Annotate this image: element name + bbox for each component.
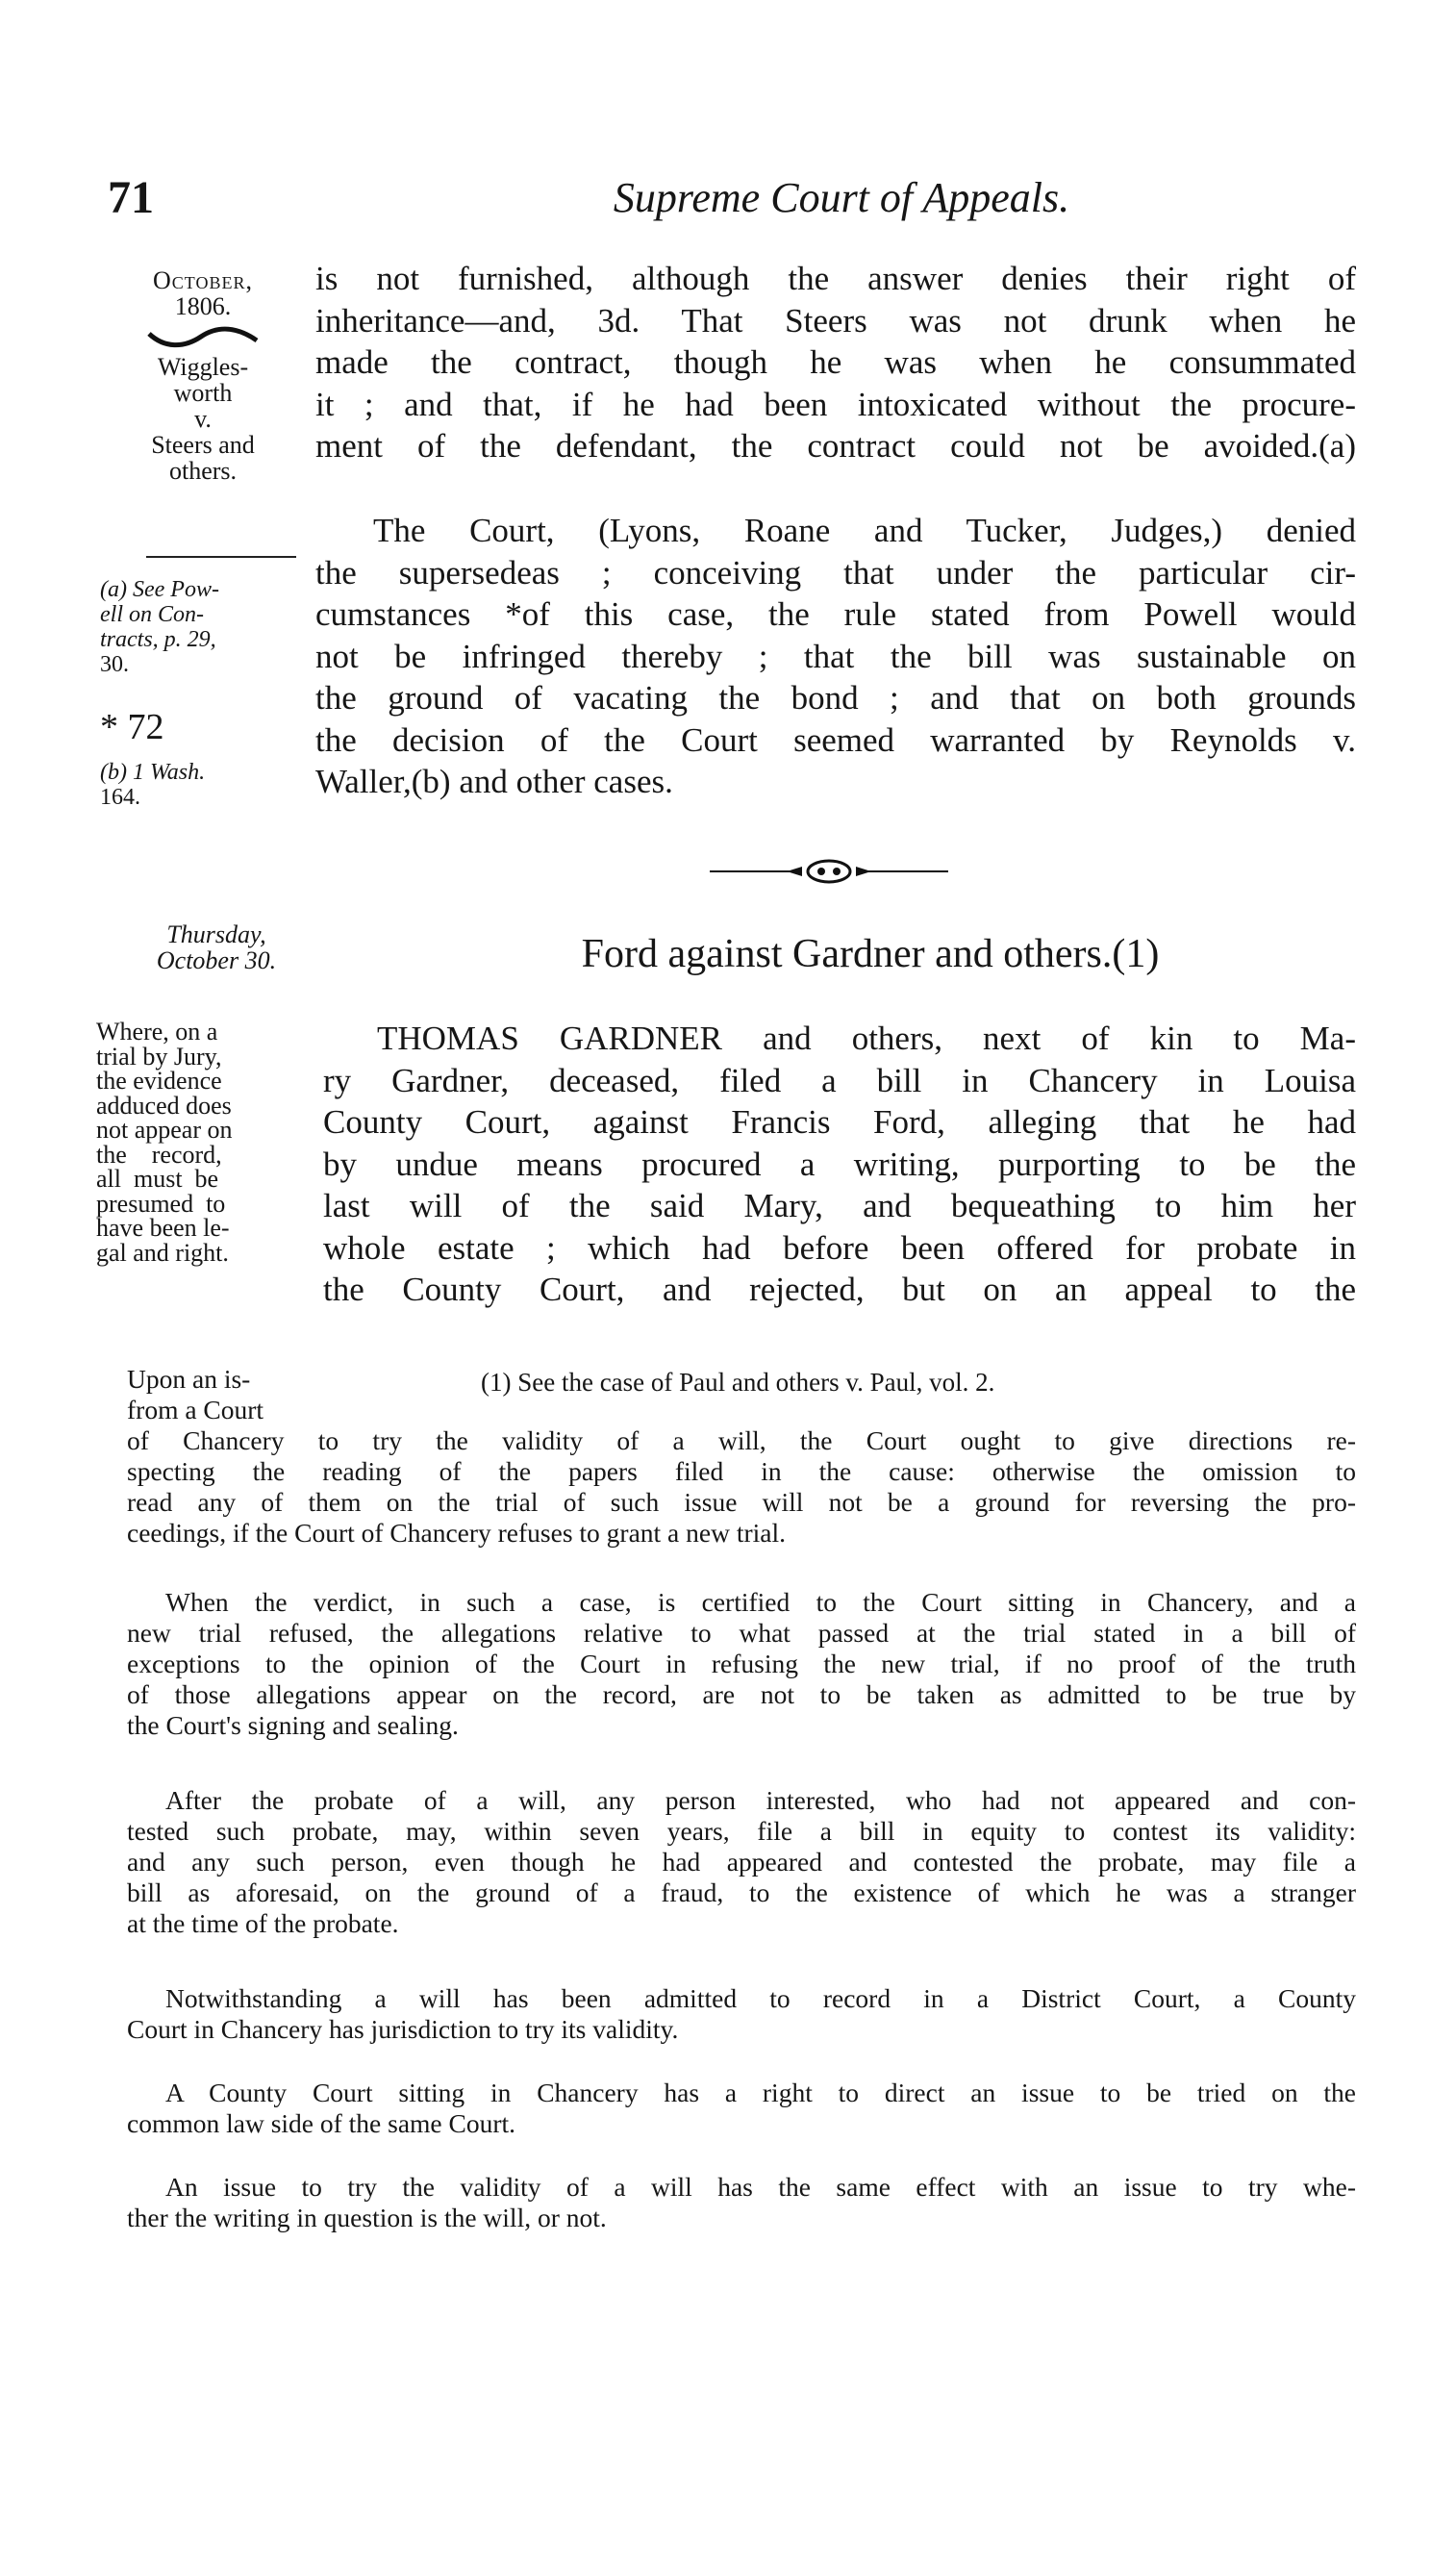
section-divider-ornament — [710, 859, 948, 884]
text-line: last will of the said Mary, and bequeathing to him her — [323, 1187, 1356, 1224]
margin-line: from a Court — [127, 1395, 264, 1424]
margin-line: all must be — [96, 1165, 219, 1193]
note-b-line1: (b) 1 Wash. — [100, 760, 206, 785]
headnote-line: of those allegations appear on the record, are not to be taken as admitted to be true by — [127, 1679, 1356, 1709]
text-line: the decision of the Court seemed warranted by Reynolds v. — [315, 720, 1356, 759]
headnote-line: tested such probate, may, within seven years, file a bill in equity to contest its validity: — [127, 1816, 1356, 1846]
headnote-6 — [127, 2172, 1356, 2233]
swash-ornament — [145, 325, 261, 350]
margin-case-line3: v. — [194, 405, 212, 433]
headnote-line: Court in Chancery has jurisdiction to try its validity. — [127, 2014, 679, 2044]
headnote-4 — [127, 1983, 1356, 2045]
margin-case-line1: Wiggles- — [157, 353, 249, 381]
text-line: whole estate ; which had before been offered for probate in — [323, 1228, 1356, 1267]
note-a-line2: ell on Con- — [100, 602, 204, 627]
running-title: Supreme Court of Appeals. — [613, 174, 1070, 221]
note-a-line3: tracts, p. 29, — [100, 627, 216, 652]
headnote1-margin — [127, 1364, 319, 1425]
text-line: inheritance—and, 3d. That Steers was not drunk when he — [315, 301, 1356, 340]
text-line: The Court, (Lyons, Roane and Tucker, Judges,) denied — [373, 512, 1356, 549]
margin-line: Where, on a — [96, 1018, 218, 1046]
text-line: the supersedeas ; conceiving that under the particular cir- — [315, 553, 1356, 592]
headnote-1 — [127, 1425, 1356, 1549]
paragraph-court-decision — [315, 510, 1356, 803]
headnote-line: A County Court sitting in Chancery has a right to direct an issue to be tried on the — [165, 2078, 1356, 2107]
margin-date-month: October, — [153, 266, 253, 294]
headnote-line: specting the reading of the papers filed in the cause: otherwise the omission to — [127, 1456, 1356, 1486]
margin-line: gal and right. — [96, 1238, 229, 1267]
text-line: made the contract, though he was when he consummated — [315, 343, 1356, 381]
case2-date-line2: October 30. — [156, 946, 277, 974]
headnote-line: bill as aforesaid, on the ground of a fraud, to the existence of which he was a stranger — [127, 1877, 1356, 1907]
headnote-line: After the probate of a will, any person interested, who had not appeared and con- — [165, 1785, 1356, 1815]
headnote-line: ceedings, if the Court of Chancery refuses to grant a new trial. — [127, 1518, 786, 1548]
headnote-line: ther the writing in question is the will, or not. — [127, 2203, 607, 2232]
headnote-line: read any of them on the trial of such issue will not be a ground for reversing the pro- — [127, 1487, 1356, 1517]
margin-case-line4: Steers and — [151, 431, 255, 459]
text-line: it ; and that, if he had been intoxicated without the procure- — [315, 385, 1356, 423]
headnote-line: the Court's signing and sealing. — [127, 1710, 459, 1740]
margin-case-citation — [92, 267, 314, 484]
headnote-line: and any such person, even though he had appeared and contested the probate, may file a — [127, 1847, 1356, 1877]
margin-line: Upon an is- — [127, 1364, 251, 1394]
text-line: ment of the defendant, the contract could not be avoided.(a) — [315, 427, 1356, 465]
headnote-3 — [127, 1785, 1356, 1939]
text-line: THOMAS GARDNER and others, next of kin to Ma- — [377, 1020, 1356, 1057]
margin-line: adduced does — [96, 1091, 232, 1120]
margin-line: the record, — [96, 1140, 222, 1169]
text-line: the County Court, and rejected, but on an appeal to the — [323, 1271, 1356, 1308]
star-page-marker: * 72 — [100, 707, 164, 747]
footnote: (1) See the case of Paul and others v. Paul, vol. 2. — [481, 1368, 995, 1397]
note-a-line4: 30. — [100, 652, 129, 677]
margin-date-year: 1806. — [174, 292, 232, 320]
headnote-line: exceptions to the opinion of the Court in refusing the new trial, if no proof of the truth — [127, 1649, 1356, 1678]
margin-headnote — [96, 1020, 312, 1265]
note-b-line2: 164. — [100, 785, 140, 810]
headnote-2 — [127, 1587, 1356, 1741]
headnote-5 — [127, 2078, 1356, 2139]
margin-case-line2: worth — [173, 379, 233, 407]
paragraph-continuation — [315, 258, 1356, 467]
text-line: by undue means procured a writing, purporting to be the — [323, 1145, 1356, 1183]
page-number: 71 — [108, 172, 154, 223]
margin-case-line5: others. — [168, 457, 238, 485]
paragraph-bill-filed — [323, 1018, 1356, 1311]
case-title: Ford against Gardner and others.(1) — [581, 932, 1160, 976]
headnote-line: of Chancery to try the validity of a will, the Court ought to give directions re- — [127, 1425, 1356, 1455]
margin-line: presumed to — [96, 1189, 226, 1218]
text-line: County Court, against Francis Ford, alleging that he had — [323, 1103, 1356, 1141]
text-line: the ground of vacating the bond ; and that on both grounds — [315, 679, 1356, 717]
text-line: not be infringed thereby ; that the bill was sustainable on — [315, 637, 1356, 675]
text-line: Waller,(b) and other cases. — [315, 763, 673, 800]
margin-note-a — [100, 577, 312, 677]
margin-note-b — [100, 760, 312, 810]
margin-rule — [146, 556, 296, 558]
case2-date — [115, 921, 317, 973]
text-line: ry Gardner, deceased, filed a bill in Chancery in Louisa — [323, 1061, 1356, 1099]
margin-line: the evidence — [96, 1067, 222, 1095]
margin-line: trial by Jury, — [96, 1042, 222, 1071]
margin-line: have been le- — [96, 1214, 230, 1242]
headnote-line: at the time of the probate. — [127, 1908, 399, 1938]
headnote-line: An issue to try the validity of a will has the same effect with an issue to try whe- — [165, 2172, 1356, 2202]
headnote-line: new trial refused, the allegations relative to what passed at the trial stated in a bill of — [127, 1618, 1356, 1648]
headnote-line: common law side of the same Court. — [127, 2108, 516, 2138]
margin-line: not appear on — [96, 1116, 233, 1144]
headnote-line: When the verdict, in such a case, is certified to the Court sitting in Chancery, and a — [165, 1587, 1356, 1617]
case2-date-line1: Thursday, — [166, 920, 266, 948]
text-line: cumstances *of this case, the rule stated from Powell would — [315, 595, 1356, 633]
text-line: is not furnished, although the answer denies their right of — [315, 260, 1356, 297]
note-a-line1: (a) See Pow- — [100, 577, 219, 602]
headnote-line: Notwithstanding a will has been admitted to record in a District Court, a County — [165, 1983, 1356, 2013]
